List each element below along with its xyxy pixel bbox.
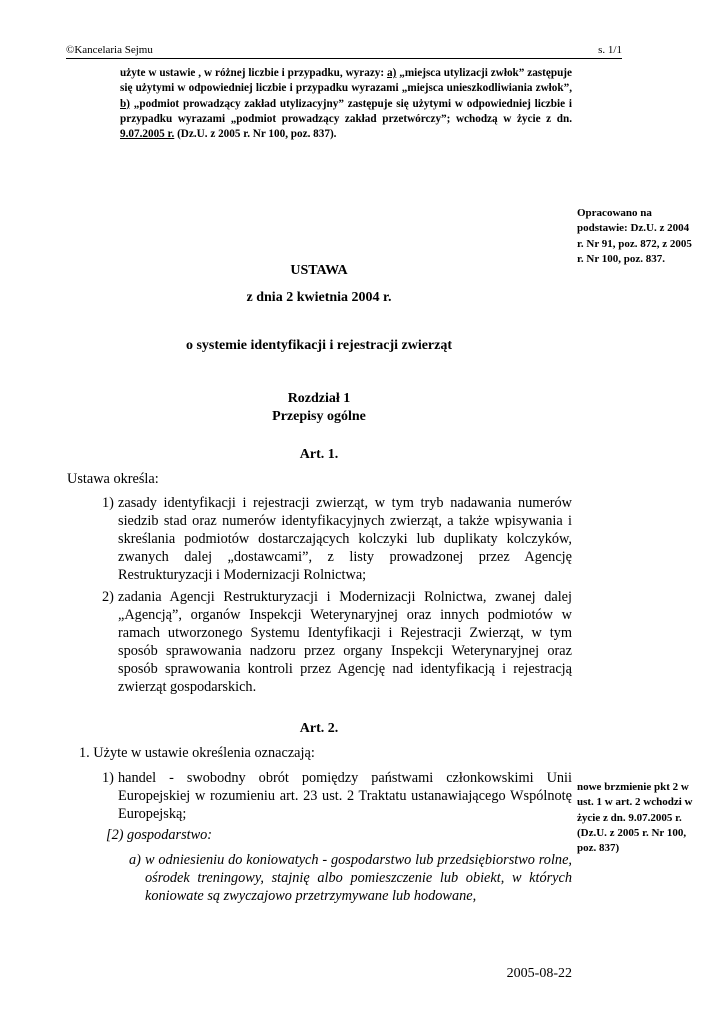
- note-label-a: a): [387, 67, 397, 79]
- art2-item-2a-text: w odniesieniu do koniowatych - gospodarstwo lub przedsiębiorstwo rolne, ośrodek treningowy, stajnię albo pomieszczenie lub obiekt, w których koniowate są zwyczajowo przetrzymywane lub hodowane,: [145, 852, 572, 905]
- art2-heading: Art. 2.: [299, 721, 339, 736]
- act-date: z dnia 2 kwietnia 2004 r.: [246, 290, 392, 305]
- art2-intro: 1. Użyte w ustawie określenia oznaczają:: [79, 745, 315, 761]
- art2-item-2a-num: a): [129, 852, 141, 868]
- header-publisher: ©Kancelaria Sejmu: [66, 44, 153, 56]
- art1-heading: Art. 1.: [299, 447, 339, 462]
- footer-date: 2005-08-22: [506, 966, 572, 981]
- art1-item-2-num: 2): [102, 589, 114, 605]
- art2-item-2a: [129, 851, 572, 905]
- note-text-2: „miejsca utylizacji zwłok” zastępuje się użytymi w odpowiedniej liczbie i przypadku wyrazami „miejsca unieszkodliwiania zwłok”,: [120, 67, 572, 95]
- chapter-name: Przepisy ogólne: [272, 409, 366, 424]
- art1-item-2: [102, 588, 572, 697]
- art1-item-1: [102, 494, 572, 584]
- amendment-note: [120, 66, 572, 142]
- note-text-1: użyte w ustawie , w różnej liczbie i przypadku, wyrazy:: [120, 67, 388, 79]
- act-subject: o systemie identyfikacji i rejestracji zwierząt: [185, 338, 453, 353]
- note-date: 9.07.2005 r.: [120, 128, 175, 141]
- chapter-number: Rozdział 1: [287, 391, 351, 406]
- art2-item-1-num: 1): [102, 770, 114, 786]
- art1-item-2-text: zadania Agencji Restrukturyzacji i Modernizacji Rolnictwa, zwanej dalej „Agencją”, organów Inspekcji Weterynaryjnej oraz innych podmiotów w ramach utworzonego Systemu Identyfikacji i Rejestracji Zwierząt, w tym sposób sprawowania nadzoru przez organy Inspekcji Weterynaryjnej oraz sposób sprawowania kontroli przez Agencję nad identyfikacją i rejestracją zwierząt gospodarskich.: [118, 589, 572, 696]
- art1-item-1-num: 1): [102, 495, 114, 511]
- act-title: USTAWA: [290, 263, 348, 278]
- header-page-number: s. 1/1: [598, 44, 622, 56]
- margin-note-amendment: nowe brzmienie pkt 2 w ust. 1 w art. 2 wchodzi w życie z dn. 9.07.2005 r. (Dz.U. z 2005 r. Nr 100, poz. 837): [577, 781, 693, 855]
- page-header: [66, 44, 622, 59]
- note-text-4: (Dz.U. z 2005 r. Nr 100, poz. 837).: [174, 128, 337, 141]
- art2-item-1: [102, 769, 572, 823]
- note-text-3: „podmiot prowadzący zakład utylizacyjny” zastępuje się użytymi w odpowiedniej liczbie i przypadku wyrazami „podmiot prowadzący zakład przetwórczy”; wchodzą w życie z dn.: [120, 97, 572, 125]
- margin-note-source: Opracowano na podstawie: Dz.U. z 2004 r. Nr 91, poz. 872, z 2005 r. Nr 100, poz. 837.: [577, 207, 692, 265]
- note-label-b: b): [120, 97, 130, 110]
- art1-intro: Ustawa określa:: [67, 471, 159, 487]
- art2-item-2: [2) gospodarstwo:: [106, 827, 213, 843]
- art2-item-1-text: handel - swobodny obrót pomiędzy państwami członkowskimi Unii Europejskiej w rozumieniu art. 23 ust. 2 Traktatu ustanawiającego Wspólnotę Europejską;: [118, 770, 572, 823]
- art1-item-1-text: zasady identyfikacji i rejestracji zwierząt, w tym tryb nadawania numerów siedzib stad oraz numerów identyfikacyjnych zwierząt, a także wpisywania i skreślania podmiotów dostarczających kolczyki lub duplikaty kolczyków, zwanych dalej „dostawcami”, z listy prowadzonej przez Agencję Restrukturyzacji i Modernizacji Rolnictwa;: [118, 495, 572, 584]
